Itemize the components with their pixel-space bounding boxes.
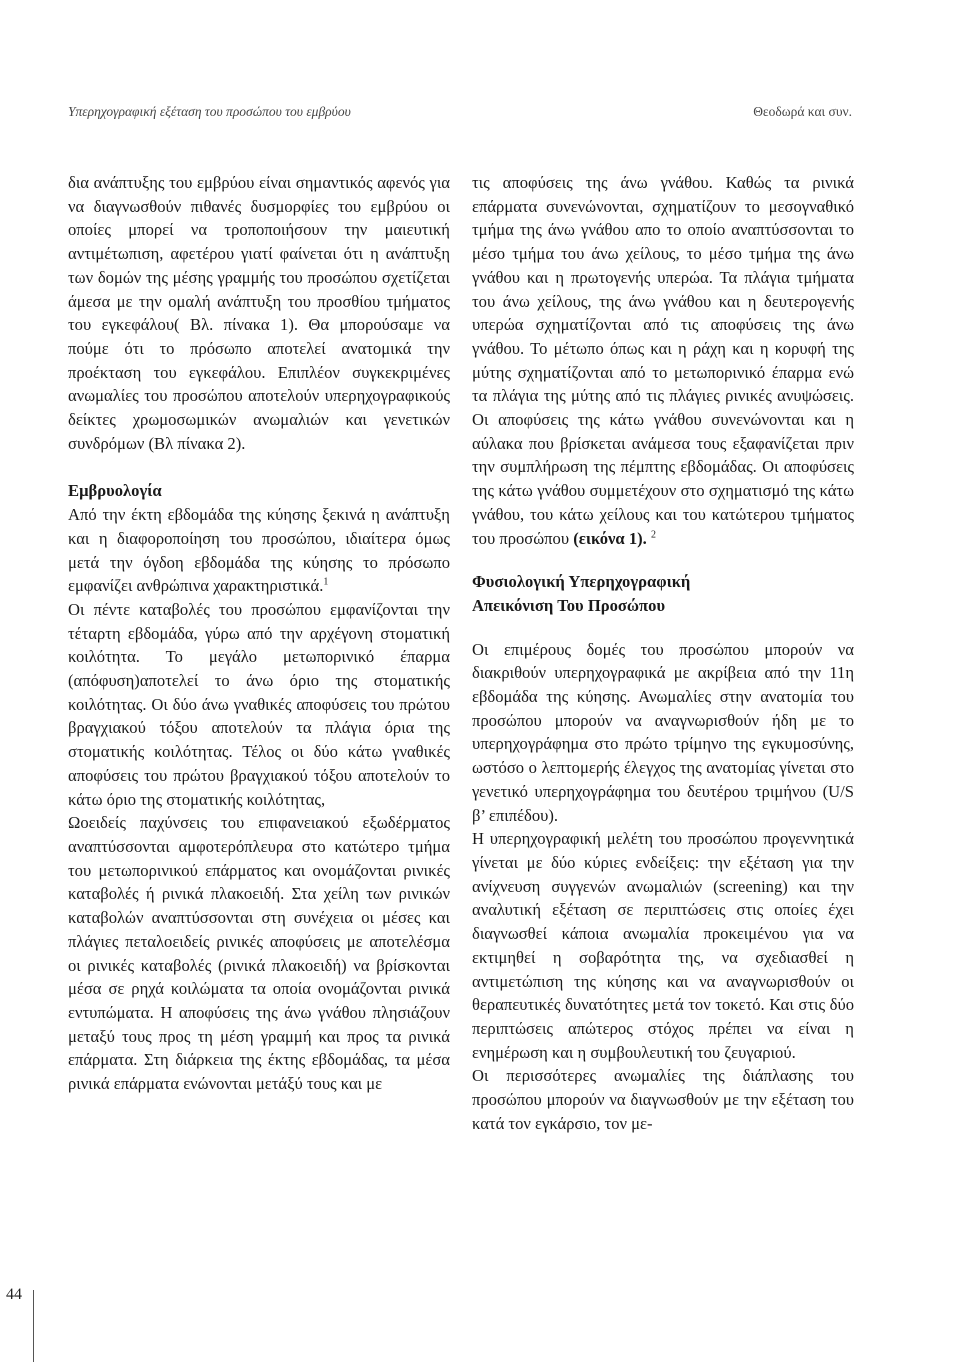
paragraph-imaging-2: Η υπερηχογραφική μελέτη του προσώπου προγεννητικά γίνεται με δύο κύριες ενδείξεις: την εξέταση για την ανίχνευση συγγενών ανωμαλιών (screening) και την αναλυτική εξέταση σε περιπτώσεις στις οποίες έχει διαγνωσθεί κάποια ανωμαλία προκειμένου για να εκτιμηθεί η σοβαρότητα της, να σχεδιασθεί η αντιμετώπιση της κύησης και να αναγνωρισθούν οι θεραπευτικές δυνατότητες μετά τον τοκετό. Και στις δύο περιπτώσεις απώτερος στόχος πρέπει να είναι η ενημέρωση και η συμβουλευτική του ζευγαριού.: [472, 829, 854, 1062]
reference-superscript: 1: [323, 576, 329, 588]
section-heading-line-1: Φυσιολογική Υπερηχογραφική: [472, 572, 691, 592]
paragraph-intro-continued: δια ανάπτυξης του εμβρύου είναι σημαντικός αφενός για να διαγνωσθούν πιθανές δυσμορφίες του εμβρύου οι οποίες μπορεί να τροποποιήσουν την μαιευτική αντιμέτωπιση, αφετέρου γιατί φαίνεται ότι η ανάπτυξη των δομών της μέσης γραμμής του προσώπου σχετίζεται άμεσα με την ομαλή ανάπτυξη του προσθίου τμήματος του εγκεφάλου( Βλ. πίνακα 1). Θα μπορούσαμε να πούμε ότι το πρόσωπο αποτελεί ανατομικά την προέκταση του εγκεφάλου. Επιπλέον συγκεκριμένες ανωμαλίες του προσώπου αποτελούν υπερηχογραφικούς δείκτες χρωμοσωμικών ανωμαλιών και γενετικών συνδρόμων (Βλ πίνακα 2).: [68, 173, 450, 453]
right-column: [472, 171, 854, 1135]
figure-reference: (εικόνα 1).: [573, 528, 647, 548]
section-heading-line-2: Απεικόνιση Του Προσώπου: [472, 595, 666, 615]
paragraph-embryology-continued: [472, 171, 854, 550]
paragraph-embryology-1: [68, 503, 450, 598]
left-column: [68, 171, 450, 1096]
reference-superscript: 2: [650, 529, 656, 541]
section-heading-embryology: Εμβρυολογία: [68, 481, 162, 501]
paragraph-embryology-1-text: Από την έκτη εβδομάδα της κύησης ξεκινά η ανάπτυξη και η διαφοροποίηση του προσώπου, ιδιαίτερα όμως μετά την όγδοη εβδομάδα της κύησης το πρόσωπο εμφανίζει ανθρώπινα χαρακτηριστικά.: [68, 505, 450, 596]
page-number-rule: [33, 1290, 34, 1362]
running-header-authors: Θεοδωρά και συν.: [753, 104, 852, 119]
paragraph-embryology-2: Οι πέντε καταβολές του προσώπου εμφανίζονται την τέταρτη εβδομάδα, γύρω από την αρχέγονη στοματική κοιλότητα. Το μεγάλο μετωπορινικό έπαρμα (απόφυση)αποτελεί το άνω όριο της στοματικής κοιλότητας. Οι δύο άνω γναθικές αποφύσεις του πρώτου βραγχιακού τόξου αποτελούν τα πλάγια όρια της στοματικής κοιλότητας. Τέλος οι δύο κάτω γναθικές αποφύσεις του πρώτου βραγχιακού τόξου αποτελούν το κάτω όριο της στοματικής κοιλότητας,: [68, 599, 450, 809]
paragraph-embryology-3: Ωοειδείς παχύνσεις του επιφανειακού εξωδέρματος αναπτύσσονται αμφοτερόπλευρα στο κατώτερο τμήμα του μετωπορινικού επάρματος και ονομάζονται ρινικές καταβολές ή ρινικά πλακοειδή. Στα χείλη των ρινικών καταβολών αναπτύσσονται στη συνέχεια οι μέσες και πλάγιες πεταλοειδείς ρινικές αποφύσεις με αποτελέσμα οι ρινικές καταβολές (ρινικά πλακοειδή) να βρίσκονται μέσα σε ρηχά κοιλώματα τα οποία ονομάζονται ρινικά εντυπώματα. Η αποφύσεις της άνω γνάθου πλησιάζουν μεταξύ τους προς τη μέση γραμμή και προς τα ρινικά επάρματα. Στη διάρκεια της έκτης εβδομάδας, τα μέσα ρινικά επάρματα ενώνονται μετάξύ τους και με: [68, 813, 450, 1094]
section-heading-normal-imaging: [472, 570, 854, 617]
paragraph-imaging-1: Οι επιμέρους δομές του προσώπου μπορούν να διακριθούν υπερηχογραφικά με ακρίβεια από την 11η εβδομάδα της κύησης. Ανωμαλίες στην ανατομία του προσώπου μπορούν να αναγνωρισθούν ήδη με το υπερηχογράφημα στο πρώτο τρίμηνο της εγκυμοσύνης, ωστόσο ο λεπτομερής έλεγχος της ανατομίας γίνεται στο γενετικό υπερηχογράφημα του δευτέρου τριμήνου (U/S β’ επιπέδου).: [472, 639, 854, 825]
paragraph-imaging-3: Οι περισσότερες ανωμαλίες της διάπλασης του προσώπου μπορούν να διαγνωσθούν με την εξέταση του κατά τον εγκάρσιο, τον με-: [472, 1066, 854, 1133]
running-header-title: Υπερηχογραφική εξέταση του προσώπου του εμβρύου: [68, 104, 351, 119]
page-number: 44: [6, 1286, 22, 1303]
paragraph-embryology-continued-text: τις αποφύσεις της άνω γνάθου. Καθώς τα ρινικά επάρματα συνενώνονται, σχηματίζουν το μεσογναθικό τμήμα της άνω γνάθου απο το οποίο αναπτύσσονται το μέσο τμήμα του άνω χείλους, το μέσο τμήμα της άνω γνάθου και η πρωτογενής υπερώα. Τα πλάγια τμήματα του άνω χείλους, της άνω γνάθου και η δευτερογενής υπερώα σχηματίζονται από τις αποφύσεις της άνω γνάθου. Το μέτωπο όπως και η ράχη και η κορυφή της μύτης σχηματίζονται από το μετωπορινικό έπαρμα ενώ τα πλάγια της μύτης από τις πλάγιες ρινικές ανυψώσεις. Οι αποφύσεις της κάτω γνάθου συνενώνονται και η αύλακα που βρίσκεται ανάμεσα τους εξαφανίζεται πριν την συμπλήρωση της πέμπτης εβδομάδας. Οι αποφύσεις της κάτω γνάθου συμμετέχουν στο σχηματισμό της κάτω γνάθου, του κάτω χείλους και του κατώτερου τμήματος του προσώπου: [472, 173, 854, 548]
